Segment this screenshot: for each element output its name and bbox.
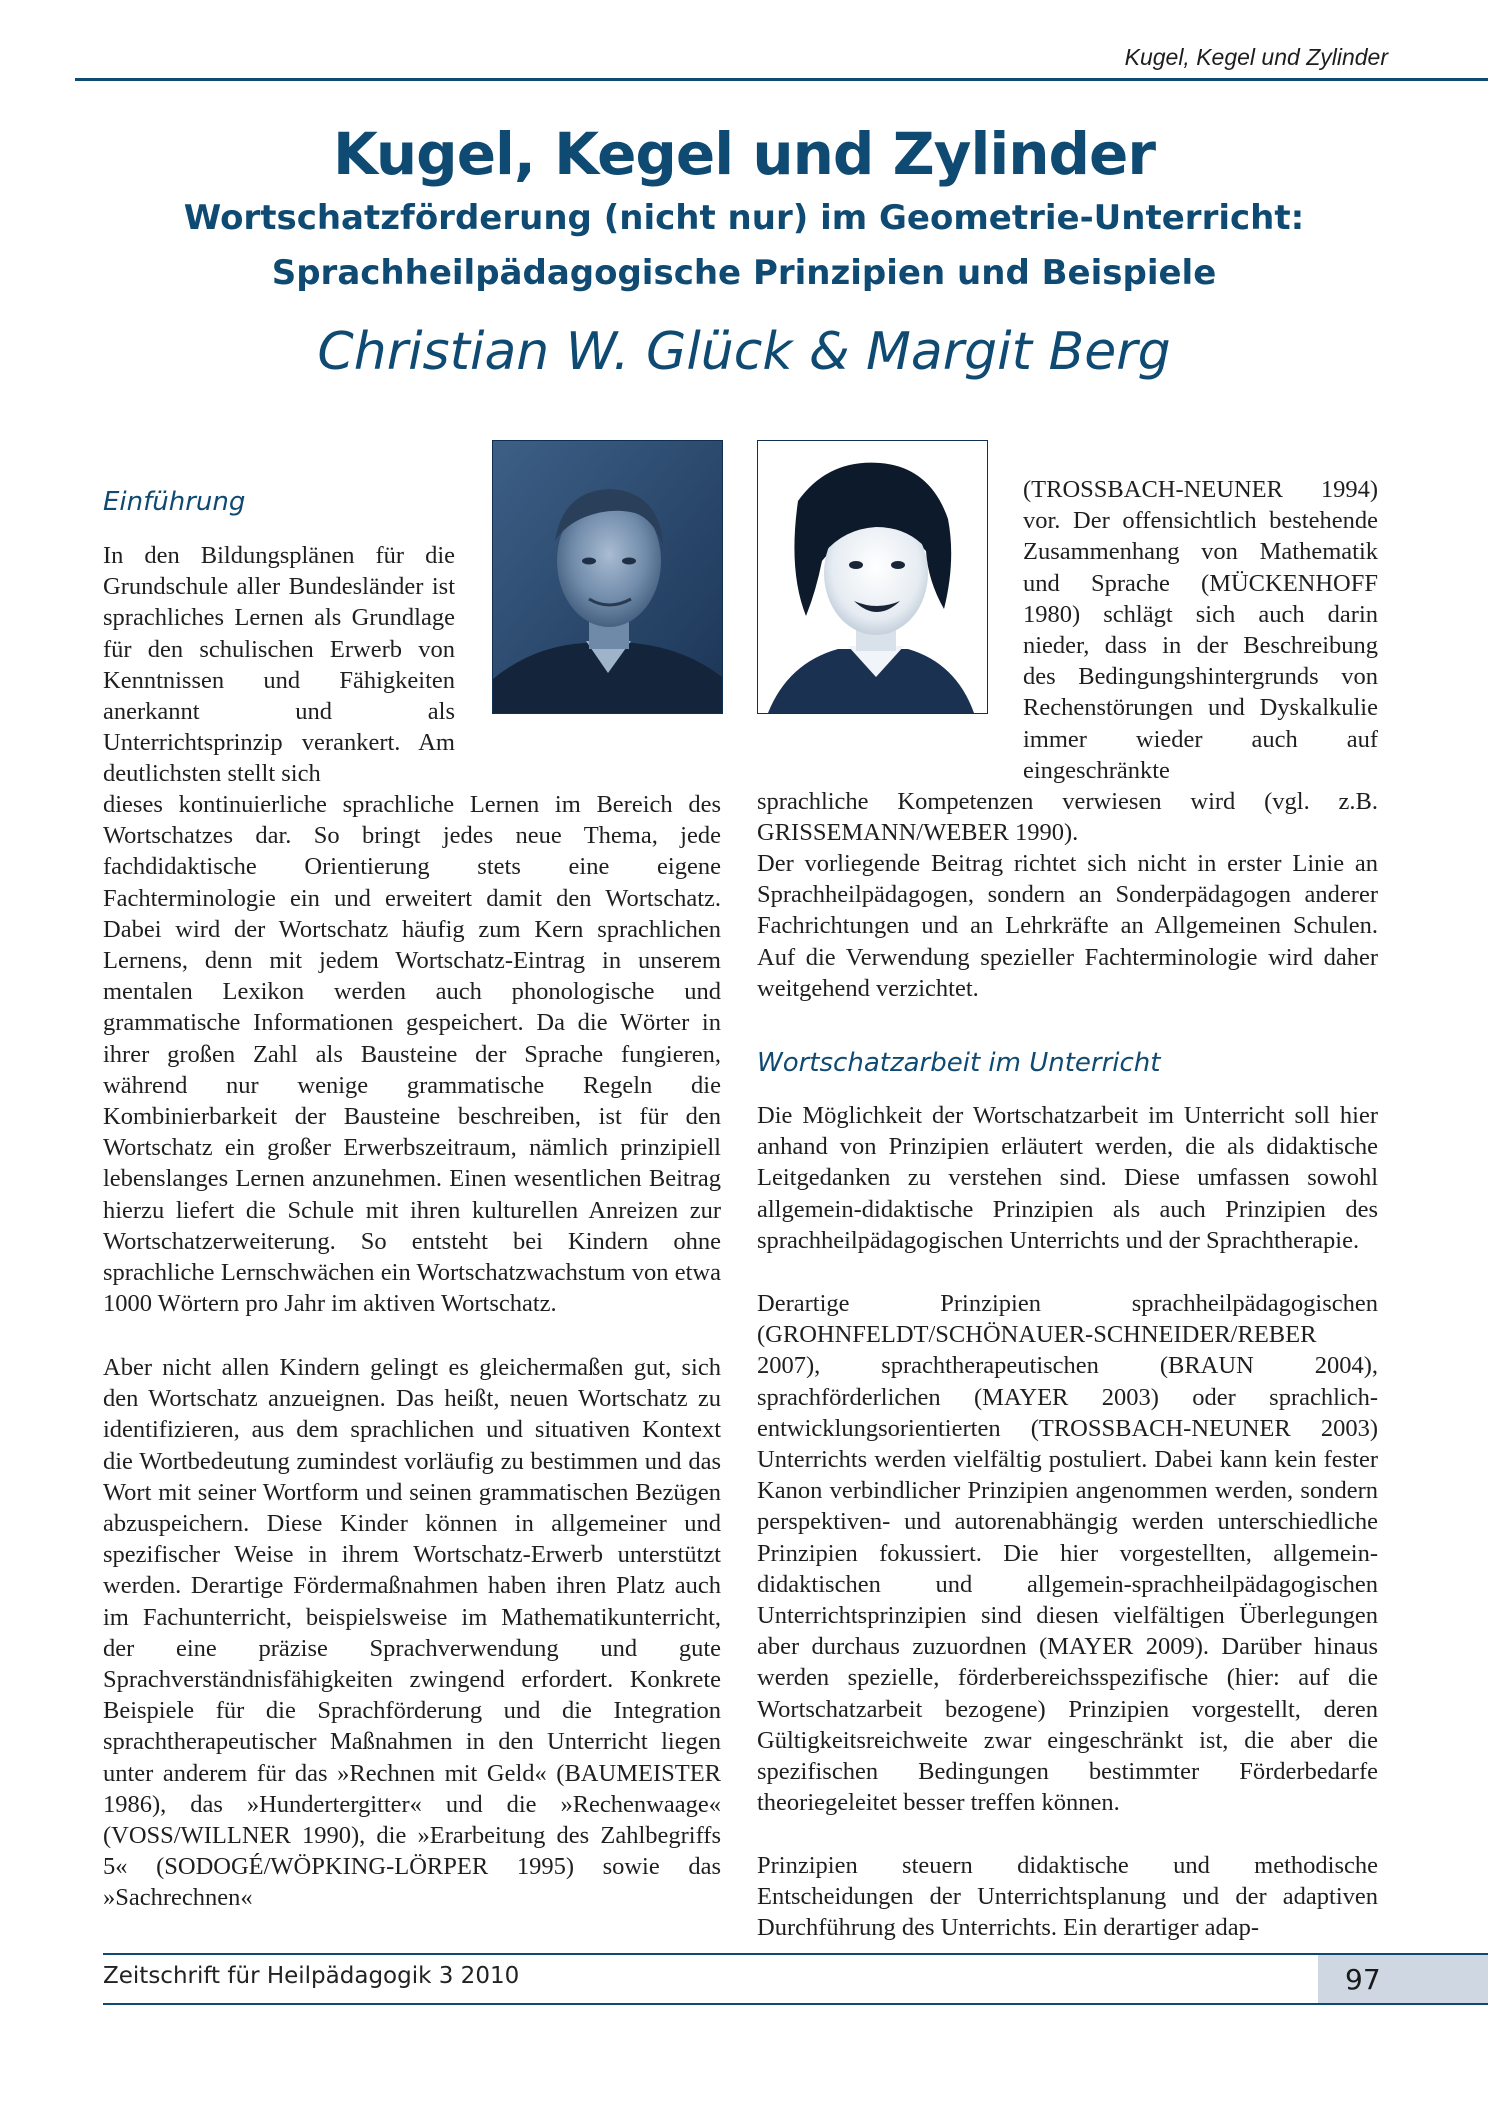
intro-paragraph-wide: dieses kontinuierliche sprachliche Lernen im Bereich des Wortschatzes dar. So bringt jedes neue Thema, jede fachdidaktische Orientierung stets eine eigene Fachterminologie ein und erweitert damit den Wortschatz. Dabei wird der Wortschatz häufig zum Kern sprachlichen Lernens, denn mit jedem Wortschatz-Eintrag in unserem mentalen Lexikon werden auch phonologische und grammatische Informationen gespeichert. Da die Wörter in ihrer großen Zahl als Bausteine der Sprache fungieren, während nur wenige grammatische Regeln die Kombinierbarkeit der Bausteine beschreiben, ist für den Wortschatz ein großer Erwerbszeitraum, nämlich prinzipiell lebenslanges Lernen anzunehmen. Einen wesentlichen Beitrag hierzu liefert die Schule mit ihren kulturellen Anreizen zur Wortschatzerweiterung. So entsteht bei Kindern ohne sprachliche Lernschwächen ein Wortschatzwachstum von etwa 1000 Wörtern pro Jahr im aktiven Wortschatz.: [103, 791, 721, 1318]
section-heading-einfuehrung: Einführung: [103, 487, 246, 517]
header-rule: [75, 78, 1488, 81]
vocab-paragraph-2: Derartige Prinzipien sprachheilpädagogischen (GROHNFELDT/SCHÖNAUER-SCHNEIDER/REBER 2007), sprachtherapeutischen (BRAUN 2004), sprachförderlichen (MAYER 2003) oder sprachlich-entwicklungsorientierten (TROSSBACH-NEUNER 2003) Unterrichts werden vielfältig postuliert. Dabei kann kein fester Kanon verbindlicher Prinzipien angenommen werden, sondern perspektiven- und autorenabhängig werden unterschiedliche Prinzipien fokussiert. Die hier vorgestellten, allgemein-didaktischen und allgemein-sprachheilpädagogischen Unterrichtsprinzipien sind diesen vielfältigen Überlegungen aber durchaus zuzuordnen (MAYER 2009). Darüber hinaus werden spezielle, förderbereichsspezifische (hier: auf die Wortschatzarbeit bezogene) Prinzipien vorgestellt, deren Gültigkeitsreichweite zwar eingeschränkt ist, die aber die spezifischen Bedingungen bestimmter Förderbedarfe theoriegeleitet besser treffen können.: [757, 1290, 1378, 1817]
footer-rule: [103, 1953, 1488, 1955]
page-number: 97: [1345, 1963, 1381, 1996]
author-photo-woman: [757, 440, 988, 714]
author-photo-man: [492, 440, 723, 714]
right-paragraph-narrow: (TROSSBACH-NEUNER 1994) vor. Der offensichtlich bestehende Zusammenhang von Mathematik und Sprache (MÜCKENHOFF 1980) schlägt sich auch darin nieder, dass in der Beschreibung des Bedingungshintergrunds von Rechenstörungen und Dyskalkulie immer wieder auch auf eingeschränkte: [1023, 476, 1378, 784]
intro-paragraph-2: Aber nicht allen Kindern gelingt es gleichermaßen gut, sich den Wortschatz anzueignen. Das heißt, neuen Wortschatz zu identifizieren, aus dem sprachlichen und situativen Kontext die Wortbedeutung zumindest vorläufig zu bestimmen und das Wort mit seiner Wortform und seinen grammatischen Bezügen abzuspeichern. Diese Kinder können in allgemeiner und spezifischer Weise in ihrem Wortschatz-Erwerb unterstützt werden. Derartige Fördermaßnahmen haben ihren Platz auch im Fachunterricht, beispielsweise im Mathematikunterricht, der eine präzise Sprachverwendung und gute Sprachverständnisfähigkeiten zwingend erfordert. Konkrete Beispiele für die Sprachförderung und die Integration sprachtherapeutischer Maßnahmen in den Unterricht liegen unter anderem für das »Rechnen mit Geld« (BAUMEISTER 1986), das »Hundertergitter« und die »Rechenwaage« (VOSS/WILLNER 1990), die »Erarbeitung des Zahlbegriffs 5« (SODOGÉ/WÖPKING-LÖRPER 1995) sowie das »Sachrechnen«: [103, 1354, 721, 1912]
intro-paragraph-narrow: In den Bildungsplänen für die Grundschule aller Bundesländer ist sprachliches Lernen als Grundlage für den schulischen Erwerb von Kenntnissen und Fähigkeiten anerkannt und als Unterrichtsprinzip verankert. Am deutlichsten stellt sich: [103, 542, 455, 788]
article-title: Kugel, Kegel und Zylinder: [332, 120, 1156, 188]
article-subtitle-line-2: Sprachheilpädagogische Prinzipien und Beispiele: [271, 253, 1217, 293]
running-head: Kugel, Kegel und Zylinder: [1124, 44, 1388, 70]
right-paragraph-wide: sprachliche Kompetenzen verwiesen wird (vgl. z.B. GRISSEMANN/WEBER 1990).: [757, 788, 1378, 847]
section-heading-wortschatzarbeit: Wortschatzarbeit im Unterricht: [757, 1048, 1161, 1078]
article-subtitle-line-1: Wortschatzförderung (nicht nur) im Geometrie-Unterricht:: [183, 198, 1305, 238]
footer-journal: Zeitschrift für Heilpädagogik 3 2010: [103, 1963, 520, 1989]
article-authors: Christian W. Glück & Margit Berg: [317, 322, 1171, 382]
right-paragraph-2: Der vorliegende Beitrag richtet sich nicht in erster Linie an Sprachheilpädagogen, sondern an Sonderpädagogen anderer Fachrichtungen und an Lehrkräfte an Allgemeinen Schulen. Auf die Verwendung spezieller Fachterminologie wird daher weitgehend verzichtet.: [757, 850, 1378, 1002]
vocab-paragraph-3: Prinzipien steuern didaktische und methodische Entscheidungen der Unterrichtsplanung und der adaptiven Durchführung des Unterrichts. Ein derartiger adap-: [757, 1852, 1378, 1942]
footer-rule-bottom: [103, 2003, 1488, 2005]
vocab-paragraph-1: Die Möglichkeit der Wortschatzarbeit im Unterricht soll hier anhand von Prinzipien erläutert werden, die als didaktische Leitgedanken zu verstehen sind. Diese umfassen sowohl allgemein-didaktische Prinzipien als auch Prinzipien des sprachheilpädagogischen Unterrichts und der Sprachtherapie.: [757, 1102, 1378, 1254]
page-number-box: [1318, 1955, 1488, 2003]
